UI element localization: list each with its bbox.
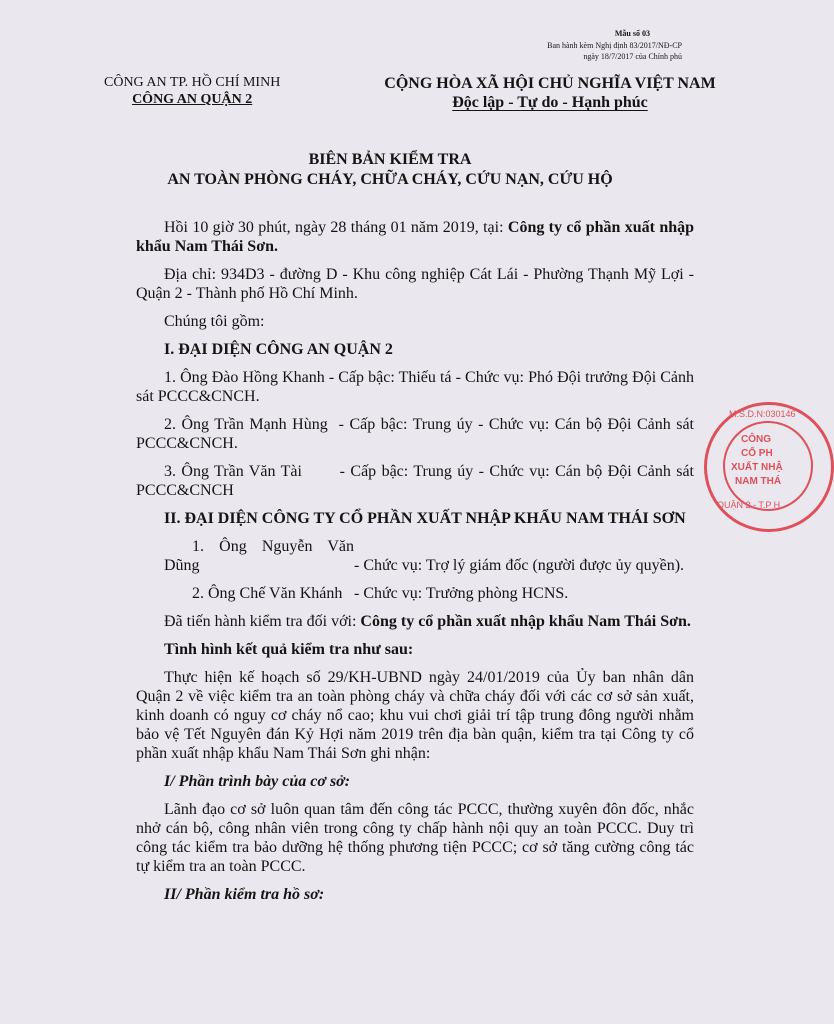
national-motto: Độc lập - Tự do - Hạnh phúc	[452, 94, 648, 111]
section-2-member-1	[136, 537, 694, 575]
form-number: Mẫu số 03	[614, 29, 650, 38]
issuing-agency	[104, 74, 280, 108]
part-2-heading: II/ Phần kiểm tra hồ sơ:	[164, 886, 325, 903]
seal-line-3: XUẤT NHẬ	[731, 462, 783, 473]
results-heading: Tình hình kết quả kiểm tra như sau:	[164, 641, 414, 658]
section-1-member-3: 3. Ông Trần Văn Tài - Cấp bậc: Trung úy - Chức vụ: Cán bộ Đội Cảnh sát PCCC&CNCH	[136, 463, 698, 499]
inspected-company: Công ty cổ phần xuất nhập khẩu Nam Thái Sơn.	[360, 613, 691, 630]
results-paragraph: Thực hiện kế hoạch số 29/KH-UBND ngày 24/01/2019 của Ủy ban nhân dân Quận 2 về việc kiểm tra an toàn phòng cháy và chữa cháy đối với các cơ sở sản xuất, kinh doanh có nguy cơ cháy nổ cao; khu vui chơi giải trí tập trung đông người nhằm bảo vệ Tết Nguyên đán Kỷ Hợi năm 2019 trên địa bàn quận, kiểm tra tại Công ty cổ phần xuất nhập khẩu Nam Thái Sơn ghi nhận:	[136, 669, 694, 762]
section-1-member-1: 1. Ông Đào Hồng Khanh - Cấp bậc: Thiếu tá - Chức vụ: Phó Đội trưởng Đội Cảnh sát PCCC&CNCH.	[136, 369, 694, 405]
intro-time	[136, 218, 694, 256]
decree-line-1: Ban hành kèm Nghị định 83/2017/NĐ-CP	[547, 41, 682, 50]
company-seal	[704, 402, 834, 532]
agency-top: CÔNG AN TP. HỒ CHÍ MINH	[104, 75, 281, 90]
section-1-member-2: 2. Ông Trần Mạnh Hùng - Cấp bậc: Trung úy - Chức vụ: Cán bộ Đội Cảnh sát PCCC&CNCH.	[136, 416, 698, 452]
decree-reference	[547, 40, 682, 62]
document-body	[136, 218, 698, 904]
decree-line-2: ngày 18/7/2017 của Chính phủ	[583, 52, 682, 61]
seal-line-2: CỔ PH	[741, 448, 773, 459]
intro-we-include: Chúng tôi gồm:	[164, 313, 265, 330]
intro-time-text: Hồi 10 giờ 30 phút, ngày 28 tháng 01 năm 2019, tại:	[164, 219, 508, 236]
title-line-2: AN TOÀN PHÒNG CHÁY, CHỮA CHÁY, CỨU NẠN, CỨU HỘ	[167, 171, 613, 188]
member-1-name: 1. Ông Nguyễn Văn Dũng	[164, 538, 354, 574]
section-2-heading: II. ĐẠI DIỆN CÔNG TY CỔ PHẦN XUẤT NHẬP KHẨU NAM THÁI SƠN	[164, 510, 686, 527]
seal-ring-bottom: QUẬN 2 - T.P H	[717, 500, 781, 510]
inspected-prefix: Đã tiến hành kiểm tra đối với:	[164, 613, 361, 630]
nation-name: CỘNG HÒA XÃ HỘI CHỦ NGHĨA VIỆT NAM	[384, 75, 716, 92]
document-title	[100, 150, 680, 190]
member-2-name: 2. Ông Chế Văn Khánh	[192, 585, 343, 602]
title-line-1: BIÊN BẢN KIỂM TRA	[308, 151, 472, 168]
member-2-role: - Chức vụ: Trưởng phòng HCNS.	[354, 585, 569, 602]
intro-company: Công ty cổ phần xuất nhập khẩu Nam Thái Sơn.	[136, 219, 695, 255]
part-1-text: Lãnh đạo cơ sở luôn quan tâm đến công tác PCCC, thường xuyên đôn đốc, nhắc nhở cán bộ, công nhân viên trong công ty chấp hành nội quy an toàn PCCC. Duy trì công tác kiểm tra bảo dưỡng hệ thống phương tiện PCCC; cơ sở tăng cường công tác tự kiểm tra an toàn PCCC.	[136, 801, 694, 875]
part-1-heading: I/ Phần trình bày của cơ sở:	[164, 773, 351, 790]
member-1-role: - Chức vụ: Trợ lý giám đốc (người được ủy quyền).	[354, 557, 685, 574]
section-1-heading: I. ĐẠI DIỆN CÔNG AN QUẬN 2	[164, 341, 393, 358]
seal-line-1: CÔNG	[741, 434, 771, 445]
seal-text	[731, 433, 783, 489]
seal-line-4: NAM THÁ	[735, 476, 782, 487]
agency-sub: CÔNG AN QUẬN 2	[132, 92, 253, 107]
section-2-member-2	[136, 584, 694, 603]
intro-address: Địa chỉ: 934D3 - đường D - Khu công nghiệp Cát Lái - Phường Thạnh Mỹ Lợi - Quận 2 - Thành phố Hồ Chí Minh.	[136, 266, 694, 302]
national-header	[376, 74, 724, 112]
seal-ring-top: M.S.D.N:030146	[729, 409, 796, 419]
inspected-entity	[136, 612, 694, 631]
